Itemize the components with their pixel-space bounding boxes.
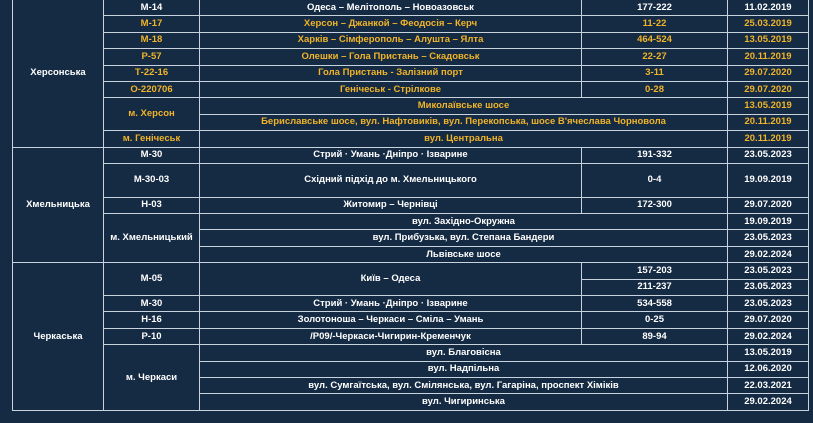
km-cell: 0-28	[582, 81, 728, 97]
street-cell: Бериславське шосе, вул. Нафтовиків, вул. Перекопська, шосе В'ячеслава Чорновола	[200, 114, 728, 130]
table-row	[13, 296, 809, 312]
date-cell: 19.09.2019	[728, 214, 809, 230]
route-cell: /Р09/-Черкаси-Чигирин-Кременчук	[200, 328, 582, 344]
date-cell: 13.05.2019	[728, 98, 809, 114]
road-code-cell: М-30-03	[104, 163, 200, 197]
street-cell: вул. Сумгаїтська, вул. Смілянська, вул. Гагаріна, проспект Хіміків	[200, 378, 728, 394]
region-cell: Черкаська	[13, 263, 104, 411]
city-cell: м. Хмельницький	[104, 214, 200, 263]
street-cell: вул. Центральна	[200, 131, 728, 147]
route-cell: Стрий · Умань ·Дніпро · Ізварине	[200, 296, 582, 312]
km-cell: 211-237	[582, 279, 728, 295]
table-row	[13, 147, 809, 163]
table-row	[13, 65, 809, 81]
table-row	[13, 32, 809, 48]
route-cell: Генічеськ - Стрілкове	[200, 81, 582, 97]
table-row	[13, 163, 809, 197]
road-code-cell: М-18	[104, 32, 200, 48]
road-code-cell: М-05	[104, 263, 200, 296]
km-cell: 89-94	[582, 328, 728, 344]
date-cell: 29.07.2020	[728, 65, 809, 81]
street-cell: вул. Західно-Окружна	[200, 214, 728, 230]
city-cell: м. Генічеськ	[104, 131, 200, 147]
street-cell: Львівське шосе	[200, 246, 728, 262]
date-cell: 23.05.2023	[728, 230, 809, 246]
road-code-cell: М-14	[104, 0, 200, 16]
table-row	[13, 197, 809, 213]
region-cell: Херсонська	[13, 0, 104, 147]
km-cell: 534-558	[582, 296, 728, 312]
street-cell: вул. Надпільна	[200, 361, 728, 377]
route-cell: Одеса – Мелітополь – Новоазовськ	[200, 0, 582, 16]
date-cell: 25.03.2019	[728, 16, 809, 32]
km-cell: 3-11	[582, 65, 728, 81]
route-cell: Київ – Одеса	[200, 263, 582, 296]
date-cell: 23.05.2023	[728, 263, 809, 279]
date-cell: 20.11.2019	[728, 131, 809, 147]
date-cell: 20.11.2019	[728, 49, 809, 65]
street-cell: вул. Чигиринська	[200, 394, 728, 410]
table-row	[13, 328, 809, 344]
date-cell: 23.05.2023	[728, 296, 809, 312]
date-cell: 23.05.2023	[728, 279, 809, 295]
date-cell: 13.05.2019	[728, 345, 809, 361]
route-cell: Херсон – Джанкой – Феодосія – Керч	[200, 16, 582, 32]
table-row	[13, 16, 809, 32]
route-cell: Житомир – Чернівці	[200, 197, 582, 213]
table-row	[13, 312, 809, 328]
km-cell: 0-4	[582, 163, 728, 197]
date-cell: 13.05.2019	[728, 32, 809, 48]
km-cell: 464-524	[582, 32, 728, 48]
road-code-cell: М-30	[104, 147, 200, 163]
road-code-cell: Р-10	[104, 328, 200, 344]
route-cell: Східний підхід до м. Хмельницького	[200, 163, 582, 197]
km-cell: 0-25	[582, 312, 728, 328]
km-cell: 22-27	[582, 49, 728, 65]
date-cell: 29.07.2020	[728, 312, 809, 328]
table-row	[13, 98, 809, 114]
table-row	[13, 0, 809, 16]
date-cell: 22.03.2021	[728, 378, 809, 394]
date-cell: 29.02.2024	[728, 328, 809, 344]
road-code-cell: Н-03	[104, 197, 200, 213]
city-cell: м. Херсон	[104, 98, 200, 131]
km-cell: 172-300	[582, 197, 728, 213]
road-code-cell: М-30	[104, 296, 200, 312]
table-row	[13, 214, 809, 230]
date-cell: 20.11.2019	[728, 114, 809, 130]
table-row	[13, 263, 809, 279]
street-cell: Миколаївське шосе	[200, 98, 728, 114]
date-cell: 23.05.2023	[728, 147, 809, 163]
km-cell: 157-203	[582, 263, 728, 279]
road-code-cell: Н-16	[104, 312, 200, 328]
table-row	[13, 345, 809, 361]
date-cell: 29.02.2024	[728, 394, 809, 410]
date-cell: 29.02.2024	[728, 246, 809, 262]
road-code-cell: Т-22-16	[104, 65, 200, 81]
road-code-cell: О-220706	[104, 81, 200, 97]
road-code-cell: Р-57	[104, 49, 200, 65]
route-cell: Стрий · Умань ·Дніпро · Ізварине	[200, 147, 582, 163]
road-works-table	[12, 0, 809, 411]
street-cell: вул. Благовісна	[200, 345, 728, 361]
table-row	[13, 131, 809, 147]
road-code-cell: М-17	[104, 16, 200, 32]
km-cell: 11-22	[582, 16, 728, 32]
table-row	[13, 81, 809, 97]
date-cell: 11.02.2019	[728, 0, 809, 16]
route-cell: Гола Пристань - Залізний порт	[200, 65, 582, 81]
city-cell: м. Черкаси	[104, 345, 200, 411]
route-cell: Харків – Сімферополь – Алушта – Ялта	[200, 32, 582, 48]
date-cell: 12.06.2020	[728, 361, 809, 377]
table-row	[13, 49, 809, 65]
date-cell: 29.07.2020	[728, 197, 809, 213]
route-cell: Золотоноша – Черкаси – Сміла – Умань	[200, 312, 582, 328]
route-cell: Олешки – Гола Пристань – Скадовськ	[200, 49, 582, 65]
km-cell: 177-222	[582, 0, 728, 16]
date-cell: 29.07.2020	[728, 81, 809, 97]
date-cell: 19.09.2019	[728, 163, 809, 197]
street-cell: вул. Прибузька, вул. Степана Бандери	[200, 230, 728, 246]
region-cell: Хмельницька	[13, 147, 104, 263]
km-cell: 191-332	[582, 147, 728, 163]
